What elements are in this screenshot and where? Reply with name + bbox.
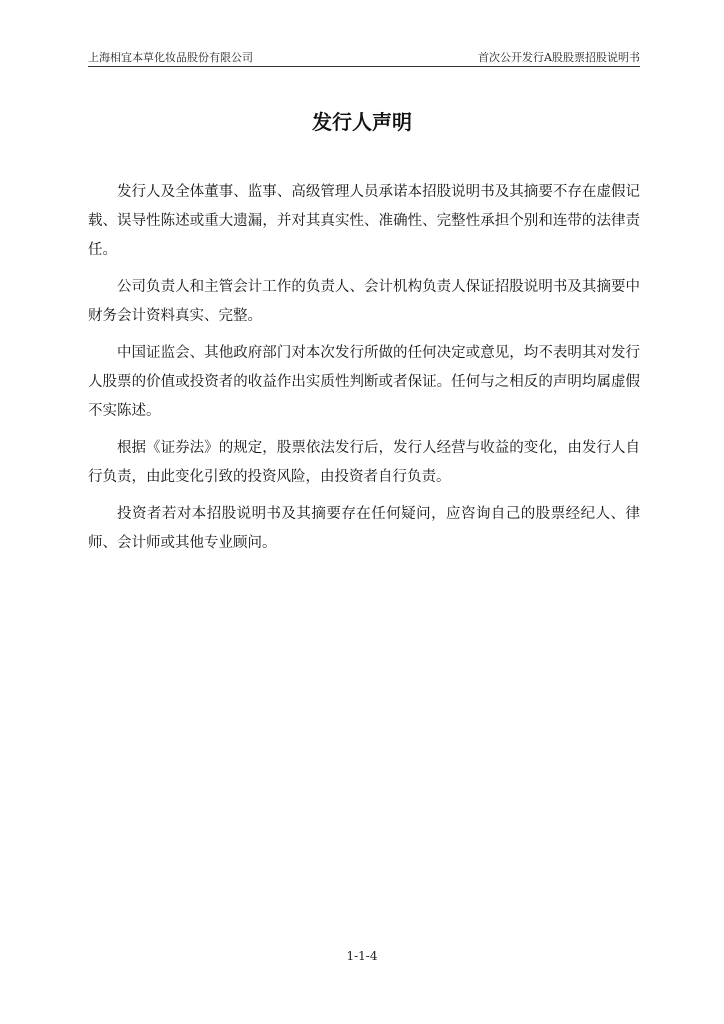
paragraph-3: 中国证监会、其他政府部门对本次发行所做的任何决定或意见，均不表明其对发行人股票的价值或投资者的收益作出实质性判断或者保证。任何与之相反的声明均属虚假不实陈述。 (88, 345, 640, 419)
paragraph-2: 公司负责人和主管会计工作的负责人、会计机构负责人保证招股说明书及其摘要中财务会计资料真实、完整。 (88, 279, 640, 324)
page-header (88, 50, 640, 67)
paragraph-1: 发行人及全体董事、监事、高级管理人员承诺本招股说明书及其摘要不存在虚假记载、误导性陈述或重大遗漏，并对其真实性、准确性、完整性承担个别和连带的法律责任。 (88, 184, 640, 258)
page-title: 发行人声明 (312, 110, 412, 134)
header-company-name: 上海相宜本草化妆品股份有限公司 (88, 51, 253, 64)
declaration-body (88, 178, 640, 566)
page-number: 1-1-4 (346, 949, 378, 963)
header-document-title: 首次公开发行A股股票招股说明书 (478, 51, 640, 64)
paragraph-4: 根据《证券法》的规定，股票依法发行后，发行人经营与收益的变化，由发行人自行负责，由此变化引致的投资风险，由投资者自行负责。 (88, 440, 640, 485)
paragraph-5: 投资者若对本招股说明书及其摘要存在任何疑问，应咨询自己的股票经纪人、律师、会计师或其他专业顾问。 (88, 506, 640, 551)
